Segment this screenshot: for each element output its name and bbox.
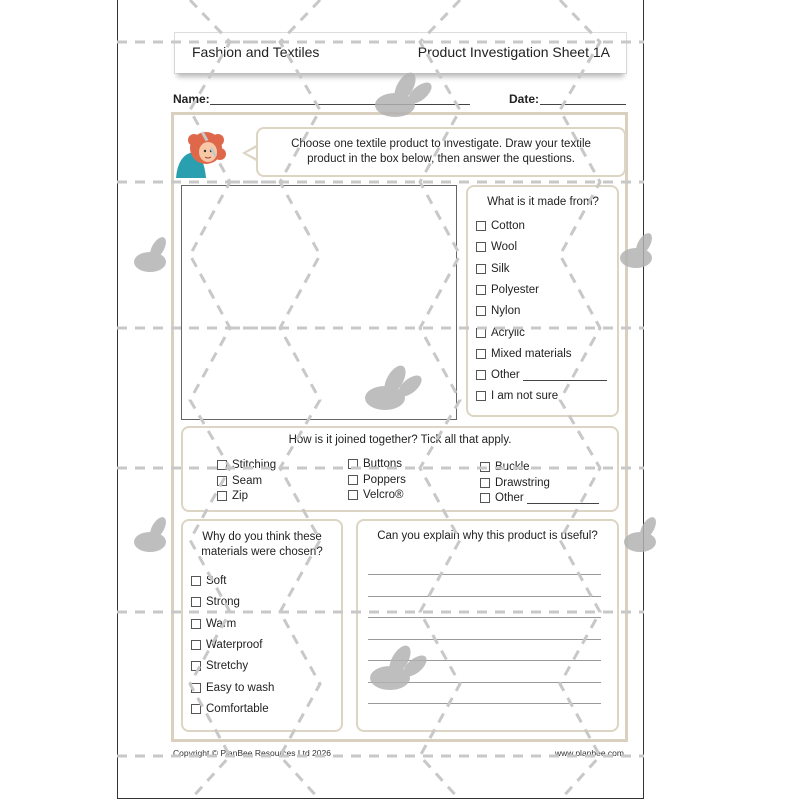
checkbox[interactable] (476, 328, 486, 338)
checkbox[interactable] (476, 221, 486, 231)
writing-line[interactable] (368, 682, 601, 683)
writing-line[interactable] (368, 660, 601, 661)
why-materials-option[interactable] (191, 574, 226, 588)
checkbox[interactable] (191, 683, 201, 693)
checkbox-label: Cotton (491, 220, 525, 232)
checkbox-label: Zip (232, 490, 248, 502)
checkbox-label: Other (491, 369, 520, 382)
joined-option[interactable] (348, 473, 406, 487)
character-illustration (174, 126, 228, 178)
date-label: Date: (509, 92, 540, 106)
instruction-line-1: Choose one textile product to investigate. Draw your textile (291, 138, 591, 150)
checkbox-label: Strong (206, 596, 240, 609)
drawing-box[interactable] (181, 185, 457, 420)
checkbox-label: Other (495, 492, 524, 504)
header-banner (175, 33, 626, 73)
checkbox-label: Buckle (495, 461, 530, 473)
useful-panel (356, 519, 619, 732)
made-from-title: What is it made from? (487, 196, 599, 208)
checkbox-label: Velcro® (363, 489, 404, 501)
checkbox-label: Stitching (232, 459, 277, 471)
name-field[interactable] (210, 104, 470, 105)
checkbox[interactable] (476, 306, 486, 316)
made-from-option[interactable] (476, 283, 539, 297)
checkbox[interactable] (476, 370, 486, 380)
why-materials-option[interactable] (191, 659, 248, 673)
checkbox[interactable] (191, 597, 201, 607)
made-from-option[interactable] (476, 304, 520, 318)
sheet-title: Product Investigation Sheet 1A (417, 44, 610, 60)
checkbox-label: Soft (206, 575, 227, 587)
checkbox-label: Wool (491, 241, 517, 254)
joined-option[interactable] (480, 491, 599, 505)
checkbox-label: Buttons (363, 458, 402, 470)
checkbox-label: Drawstring (495, 476, 550, 489)
made-from-option[interactable] (476, 219, 525, 233)
made-from-option[interactable] (476, 240, 517, 254)
checkbox-label: Stretchy (206, 660, 249, 673)
joined-option[interactable] (217, 474, 262, 488)
joined-option[interactable] (217, 489, 248, 503)
writing-line[interactable] (368, 617, 601, 618)
website-text: www.planbee.com (555, 748, 624, 758)
checkbox-label: Warm (206, 617, 237, 630)
other-write-line[interactable] (523, 370, 607, 381)
date-field[interactable] (540, 104, 626, 105)
checkbox[interactable] (217, 491, 227, 501)
other-write-line[interactable] (527, 493, 599, 504)
joined-option[interactable] (348, 488, 403, 502)
copyright-text: Copyright © PlanBee Resources Ltd 2026 (173, 748, 331, 758)
checkbox[interactable] (480, 462, 490, 472)
why-materials-option[interactable] (191, 702, 269, 716)
checkbox[interactable] (191, 640, 201, 650)
checkbox-label: I am not sure (491, 390, 559, 403)
checkbox[interactable] (217, 476, 227, 486)
made-from-option[interactable] (476, 368, 607, 382)
useful-title: Can you explain why this product is useful? (377, 530, 598, 542)
writing-line[interactable] (368, 639, 601, 640)
why-materials-title-line-1: Why do you think these (202, 531, 322, 543)
checkbox[interactable] (191, 576, 201, 586)
checkbox-label: Polyester (491, 283, 539, 296)
checkbox-label: Mixed materials (491, 347, 572, 360)
checkbox-label: Nylon (491, 305, 521, 318)
speech-bubble-tail-inner (246, 148, 256, 158)
why-materials-option[interactable] (191, 681, 274, 695)
checkbox[interactable] (348, 459, 358, 469)
made-from-option[interactable] (476, 262, 510, 276)
checkbox[interactable] (476, 285, 486, 295)
checkbox-label: Waterproof (206, 638, 263, 651)
writing-line[interactable] (368, 703, 601, 704)
checkbox[interactable] (217, 460, 227, 470)
instruction-bubble (256, 127, 626, 177)
joined-title: How is it joined together? Tick all that apply. (288, 434, 512, 446)
why-materials-title (181, 530, 343, 560)
instruction-line-2: product in the box below, then answer the questions. (307, 153, 575, 165)
joined-option[interactable] (217, 458, 276, 472)
checkbox-label: Comfortable (206, 702, 269, 715)
checkbox-label: Seam (232, 474, 263, 487)
made-from-option[interactable] (476, 347, 572, 361)
checkbox[interactable] (476, 242, 486, 252)
writing-line[interactable] (368, 574, 601, 575)
made-from-option[interactable] (476, 389, 558, 403)
checkbox-label: Easy to wash (206, 681, 275, 694)
checkbox[interactable] (191, 661, 201, 671)
checkbox[interactable] (476, 349, 486, 359)
checkbox[interactable] (348, 475, 358, 485)
checkbox[interactable] (191, 704, 201, 714)
checkbox[interactable] (191, 619, 201, 629)
checkbox-label: Silk (491, 262, 510, 275)
why-materials-option[interactable] (191, 617, 236, 631)
checkbox-label: Poppers (363, 473, 406, 486)
name-label: Name: (173, 92, 210, 106)
why-materials-title-line-2: materials were chosen? (201, 546, 323, 558)
checkbox[interactable] (476, 391, 486, 401)
checkbox[interactable] (480, 478, 490, 488)
writing-line[interactable] (368, 596, 601, 597)
worksheet-page (117, 0, 644, 799)
checkbox[interactable] (348, 490, 358, 500)
joined-option[interactable] (480, 460, 530, 474)
checkbox-label: Acrylic (491, 326, 525, 339)
made-from-option[interactable] (476, 326, 525, 340)
subject-title: Fashion and Textiles (192, 44, 320, 60)
checkbox[interactable] (480, 493, 490, 503)
joined-option[interactable] (480, 476, 550, 490)
why-materials-option[interactable] (191, 638, 262, 652)
checkbox[interactable] (476, 264, 486, 274)
joined-option[interactable] (348, 457, 402, 471)
why-materials-option[interactable] (191, 595, 240, 609)
